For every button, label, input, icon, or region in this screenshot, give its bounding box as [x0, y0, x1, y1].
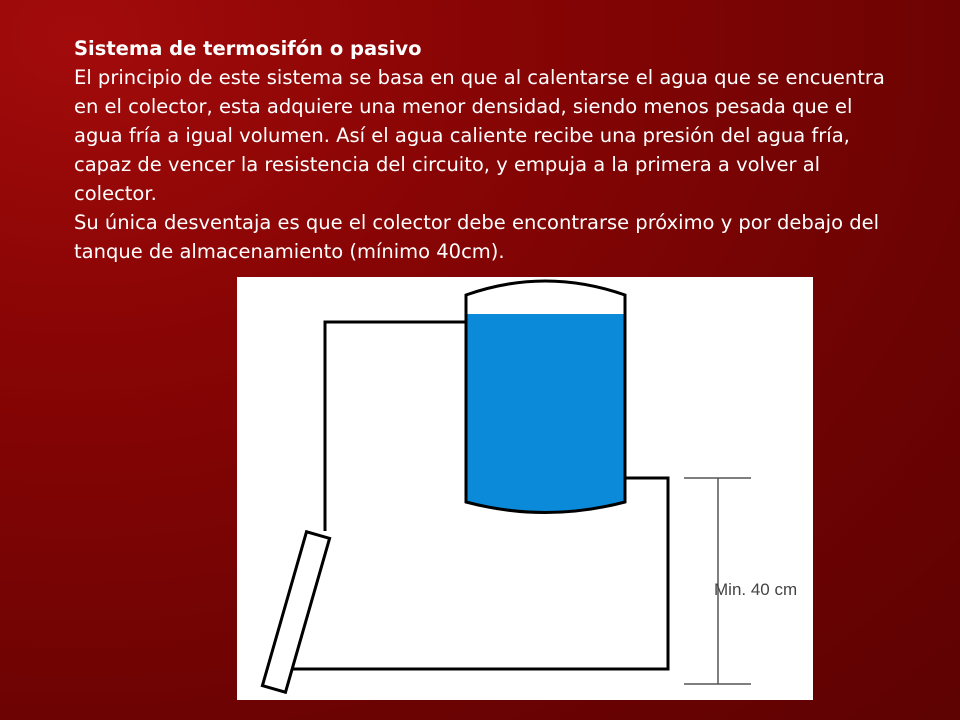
slide-title: Sistema de termosifón o pasivo [74, 37, 422, 60]
tank-water [466, 314, 625, 513]
paragraph-principle: El principio de este sistema se basa en que al calentarse el agua que se encuentra en el colector, esta adquiere una menor densidad, siendo menos pesada que el agua fría a igual volumen. Así el agua caliente recibe una presión del agua fría, capaz de vencer la resistencia del circuito, y empuja a la primera a volver al colector. [74, 66, 885, 205]
dimension-label: Min. 40 cm [714, 580, 798, 599]
slide-text-block [74, 34, 904, 266]
paragraph-disadvantage: Su única desventaja es que el colector debe encontrarse próximo y por debajo del tanque de almacenamiento (mínimo 40cm). [74, 211, 879, 263]
thermosiphon-diagram [237, 277, 813, 700]
